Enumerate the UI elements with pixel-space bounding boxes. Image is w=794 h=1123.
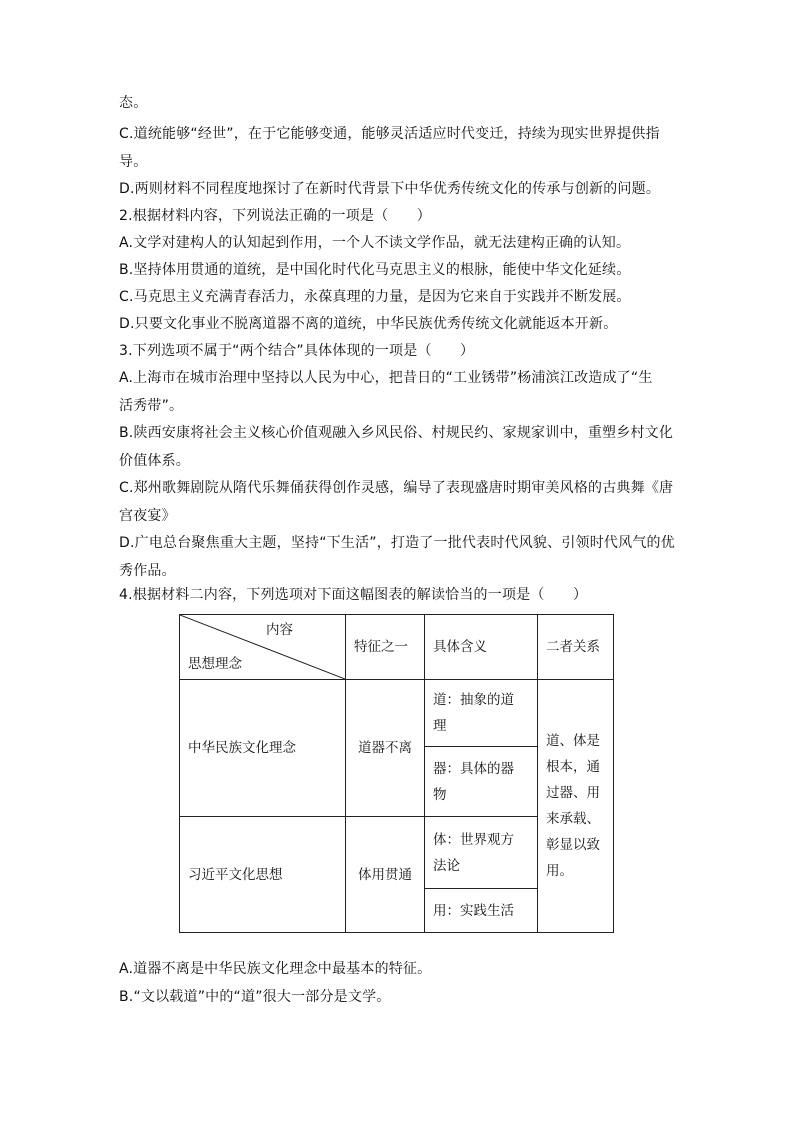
meaning-text: 器：具体的器 xyxy=(433,760,514,777)
relation-cell xyxy=(538,680,614,933)
header-concept-label: 思想理念 xyxy=(188,656,242,672)
option-d-q2: D.只要文化事业不脱离道器不离的道统，中华民族优秀传统文化就能返本开新。 xyxy=(119,316,618,332)
option-b-q2: B.坚持体用贯通的道统，是中国化时代化马克思主义的根脉，能使中华文化延续。 xyxy=(119,262,631,278)
row2-concept: 习近平文化思想 xyxy=(180,817,346,933)
meaning-text: 物 xyxy=(433,786,447,803)
relation-text: 彰显以致 xyxy=(546,837,600,853)
row1-meaning-dao xyxy=(425,680,538,747)
question-4: 4.根据材料二内容，下列选项对下面这幅图表的解读恰当的一项是（ ） xyxy=(119,587,588,603)
option-d-q3: D.广电总台聚焦重大主题，坚持“下生活”，打造了一批代表时代风貌、引领时代风气的优 xyxy=(119,535,675,551)
option-b-q3: B.陕西安康将社会主义核心价值观融入乡风民俗、村规民约、家规家训中，重塑乡村文化 xyxy=(119,425,674,441)
text-line: 活秀带”。 xyxy=(119,398,184,414)
concept-table xyxy=(179,614,614,933)
option-d-q1: D.两则材料不同程度地探讨了在新时代背景下中华优秀传统文化的传承与创新的问题。 xyxy=(119,181,661,197)
option-b-q4: B.“文以载道”中的“道”很大一部分是文学。 xyxy=(119,989,391,1005)
text-line: 秀作品。 xyxy=(119,563,176,579)
row2-meaning-yong: 用：实践生活 xyxy=(425,889,538,933)
meaning-text: 理 xyxy=(433,718,447,734)
header-feature: 特征之一 xyxy=(346,615,425,680)
row2-feature: 体用贯通 xyxy=(346,817,425,933)
meaning-text: 道：抽象的道 xyxy=(433,692,514,708)
text-line: 价值体系。 xyxy=(119,453,190,469)
option-a-q4: A.道器不离是中华民族文化理念中最基本的特征。 xyxy=(119,961,432,977)
relation-text: 道、体是 xyxy=(546,733,600,749)
option-a-q3: A.上海市在城市治理中坚持以人民为中心，把昔日的“工业锈带”杨浦滨江改造成了“生 xyxy=(119,370,653,386)
row1-meaning-qi xyxy=(425,747,538,817)
header-content-label: 内容 xyxy=(266,622,293,638)
question-2: 2.根据材料内容，下列说法正确的一项是（ ） xyxy=(119,208,431,224)
meaning-text: 法论 xyxy=(433,857,460,874)
diagonal-header-cell xyxy=(180,615,346,680)
text-line: 宫夜宴》 xyxy=(119,508,176,524)
text-line: 态。 xyxy=(119,95,148,111)
relation-text: 用。 xyxy=(546,863,573,879)
option-c-q2: C.马克思主义充满青春活力，永葆真理的力量，是因为它来自于实践并不断发展。 xyxy=(119,289,631,305)
row1-concept: 中华民族文化理念 xyxy=(180,680,346,817)
option-c-q1: C.道统能够“经世”，在于它能够变通，能够灵活适应时代变迁，持续为现实世界提供指 xyxy=(119,126,660,142)
option-c-q3: C.郑州歌舞剧院从隋代乐舞俑获得创作灵感，编导了表现盛唐时期审美风格的古典舞《唐 xyxy=(119,480,674,496)
relation-text: 根本，通 xyxy=(546,759,600,775)
header-meaning: 具体含义 xyxy=(425,615,538,680)
row2-meaning-ti xyxy=(425,817,538,889)
option-a-q2: A.文学对建构人的认知起到作用，一个人不读文学作品，就无法建构正确的认知。 xyxy=(119,235,631,251)
header-relation: 二者关系 xyxy=(538,615,614,680)
meaning-text: 体：世界观方 xyxy=(433,831,514,848)
question-3: 3.下列选项不属于“两个结合”具体体现的一项是（ ） xyxy=(119,343,475,359)
relation-text: 过器、用 xyxy=(546,785,600,801)
text-line: 导。 xyxy=(119,154,148,170)
row1-feature: 道器不离 xyxy=(346,680,425,817)
relation-text: 来承载、 xyxy=(546,811,600,827)
